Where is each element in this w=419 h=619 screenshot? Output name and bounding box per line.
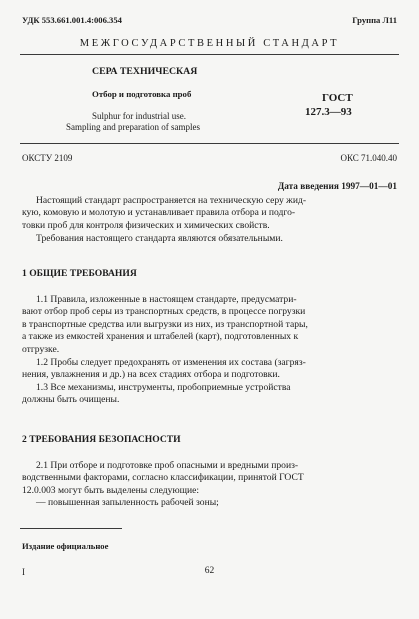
standard-subtitle-ru: Отбор и подготовка проб	[92, 89, 192, 99]
gost-number: 127.3—93	[305, 106, 352, 118]
oks-code: ОКС 71.040.40	[340, 153, 397, 163]
group-code: Группа Л11	[352, 15, 397, 25]
interstate-standard-title: МЕЖГОСУДАРСТВЕННЫЙ СТАНДАРТ	[79, 38, 340, 49]
paragraph-line: водственными факторами, согласно классификации, принятой ГОСТ	[22, 472, 304, 484]
section-1-heading: 1 ОБЩИЕ ТРЕБОВАНИЯ	[22, 268, 137, 279]
standard-title-en-2: Sampling and preparation of samples	[66, 122, 200, 132]
official-edition-note: Издание официальное	[22, 541, 109, 551]
gost-label: ГОСТ	[322, 92, 353, 104]
intro-paragraph-1	[22, 195, 395, 232]
paragraph-line: 1.1 Правила, изложенные в настоящем стандарте, предусматри-	[36, 294, 297, 305]
intro-paragraph-2	[22, 233, 395, 245]
paragraph-line: а также из емкостей хранения и штабелей (карт), подготовленных к	[22, 331, 299, 343]
intro-line: Требования настоящего стандарта являются обязательными.	[36, 233, 283, 244]
paragraph-1-3	[22, 382, 395, 407]
paragraph-1-1	[22, 294, 395, 356]
footer-mark: I	[22, 567, 25, 577]
okstu-code: ОКСТУ 2109	[22, 153, 73, 163]
intro-line: кую, комовую и молотую и устанавливает правила отбора и подго-	[22, 207, 296, 219]
intro-line: Настоящий стандарт распространяется на техническую серу жид-	[36, 195, 307, 206]
paragraph-line: вают отбор проб серы из транспортных средств, в процессе погрузки	[22, 306, 306, 318]
section-2-heading: 2 ТРЕБОВАНИЯ БЕЗОПАСНОСТИ	[22, 434, 181, 445]
udk-code: УДК 553.661.001.4:006.354	[22, 15, 122, 25]
title-divider	[20, 143, 399, 144]
paragraph-line: в транспортные средства или выгрузки из них, из транспортной тары,	[22, 318, 308, 330]
paragraph-1-2	[22, 357, 395, 382]
header-divider	[20, 54, 399, 55]
paragraph-line: 1.2 Пробы следует предохранять от изменения их состава (загряз-	[36, 357, 306, 368]
paragraph-line: отгрузке.	[22, 343, 60, 355]
paragraph-line: 12.0.003 могут быть выделены следующие:	[22, 484, 200, 496]
footer-divider	[20, 528, 122, 529]
paragraph-line: 1.3 Все механизмы, инструменты, пробоприемные устройства	[36, 382, 291, 393]
intro-line: товки проб для контроля физических и химических свойств.	[22, 219, 270, 231]
paragraph-line: — повышенная запыленность рабочей зоны;	[36, 497, 219, 509]
paragraph-2-1	[22, 460, 395, 510]
standard-title-ru: СЕРА ТЕХНИЧЕСКАЯ	[92, 66, 198, 77]
effective-date: Дата введения 1997—01—01	[277, 182, 397, 192]
paragraph-line: нения, увлажнения и др.) на всех стадиях отбора и подготовки.	[22, 369, 280, 381]
paragraph-line: 2.1 При отборе и подготовке проб опасными и вредными произ-	[36, 460, 299, 471]
standard-title-en-1: Sulphur for industrial use.	[92, 111, 186, 121]
page-number: 62	[204, 566, 215, 576]
paragraph-line: должны быть очищены.	[22, 394, 120, 406]
